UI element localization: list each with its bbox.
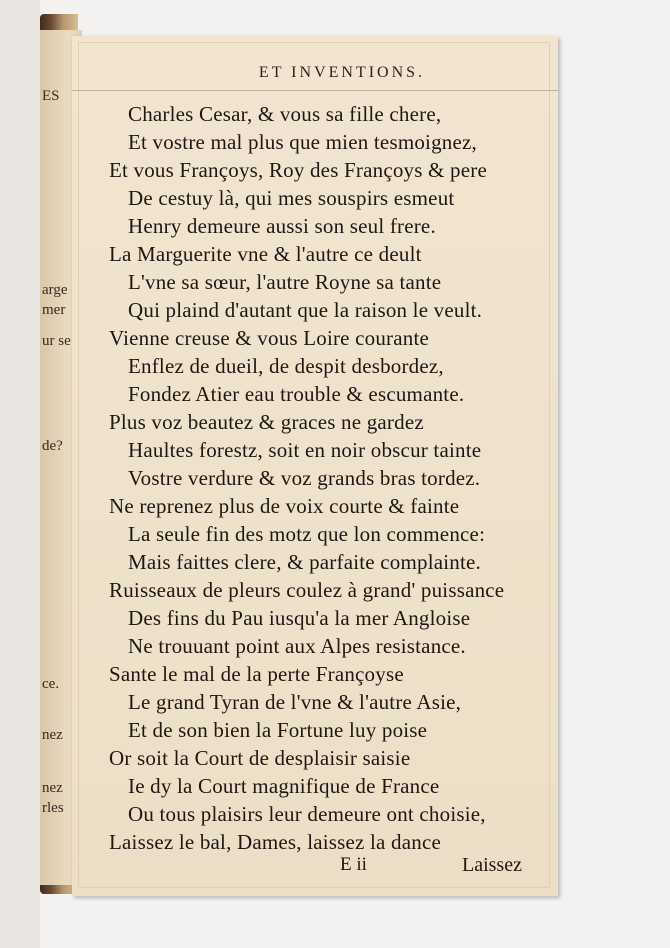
verse-line: Or soit la Court de desplaisir saisie xyxy=(109,746,411,770)
verse-line: Ou tous plaisirs leur demeure ont choisie, xyxy=(128,802,486,826)
verse-line: Mais faittes clere, & parfaite complainte. xyxy=(128,550,482,574)
verse-line: Haultes forestz, soit en noir obscur tainte xyxy=(128,438,482,462)
verse-line: Fondez Atier eau trouble & escumante. xyxy=(128,382,465,406)
verse-line: Et vostre mal plus que mien tesmoignez, xyxy=(128,130,477,154)
left-page-fragment: mer xyxy=(42,302,66,318)
left-page-fragment: nez xyxy=(42,780,63,796)
book-page xyxy=(72,36,558,896)
left-page-fragment: rles xyxy=(42,800,64,816)
verse-line: Enflez de dueil, de despit desbordez, xyxy=(128,354,444,378)
left-page-fragment: de? xyxy=(42,438,63,454)
verse-line: Des fins du Pau iusqu'a la mer Angloise xyxy=(128,606,471,630)
left-page-fragment: ES xyxy=(42,88,60,104)
background-left xyxy=(0,0,40,948)
verse-line: Qui plaind d'autant que la raison le veult. xyxy=(128,298,483,322)
verse-line: Ruisseaux de pleurs coulez à grand' puissance xyxy=(109,578,505,602)
verse-line: Le grand Tyran de l'vne & l'autre Asie, xyxy=(128,690,462,714)
catchword: Laissez xyxy=(462,854,522,876)
verse-line: Plus voz beautez & graces ne gardez xyxy=(109,410,424,434)
running-head: ET INVENTIONS. xyxy=(258,64,426,81)
verse-line: La Marguerite vne & l'autre ce deult xyxy=(109,242,422,266)
head-rule xyxy=(72,90,558,91)
left-page-fragment: arge xyxy=(42,282,68,298)
verse-line: Et vous Françoys, Roy des Françoys & pere xyxy=(109,158,487,182)
verse-line: Ie dy la Court magnifique de France xyxy=(128,774,440,798)
signature-mark: E ii xyxy=(340,854,367,875)
verse-line: Laissez le bal, Dames, laissez la dance xyxy=(109,830,441,854)
verse-line: Sante le mal de la perte Françoyse xyxy=(109,662,404,686)
verse-line: Ne trouuant point aux Alpes resistance. xyxy=(128,634,466,658)
verse-line: Charles Cesar, & vous sa fille chere, xyxy=(128,102,442,126)
verse-line: Vostre verdure & voz grands bras tordez. xyxy=(128,466,481,490)
verse-line: Et de son bien la Fortune luy poise xyxy=(128,718,428,742)
left-page-fragment: nez xyxy=(42,727,63,743)
left-page-fragment: ur se xyxy=(42,333,71,349)
verse-line: De cestuy là, qui mes souspirs esmeut xyxy=(128,186,455,210)
verse-line: Ne reprenez plus de voix courte & fainte xyxy=(109,494,460,518)
verse-line: Vienne creuse & vous Loire courante xyxy=(109,326,430,350)
left-page-fragment: ce. xyxy=(42,676,60,692)
verse-line: La seule fin des motz que lon commence: xyxy=(128,522,486,546)
verse-line: Henry demeure aussi son seul frere. xyxy=(128,214,436,238)
verse-line: L'vne sa sœur, l'autre Royne sa tante xyxy=(128,270,442,294)
